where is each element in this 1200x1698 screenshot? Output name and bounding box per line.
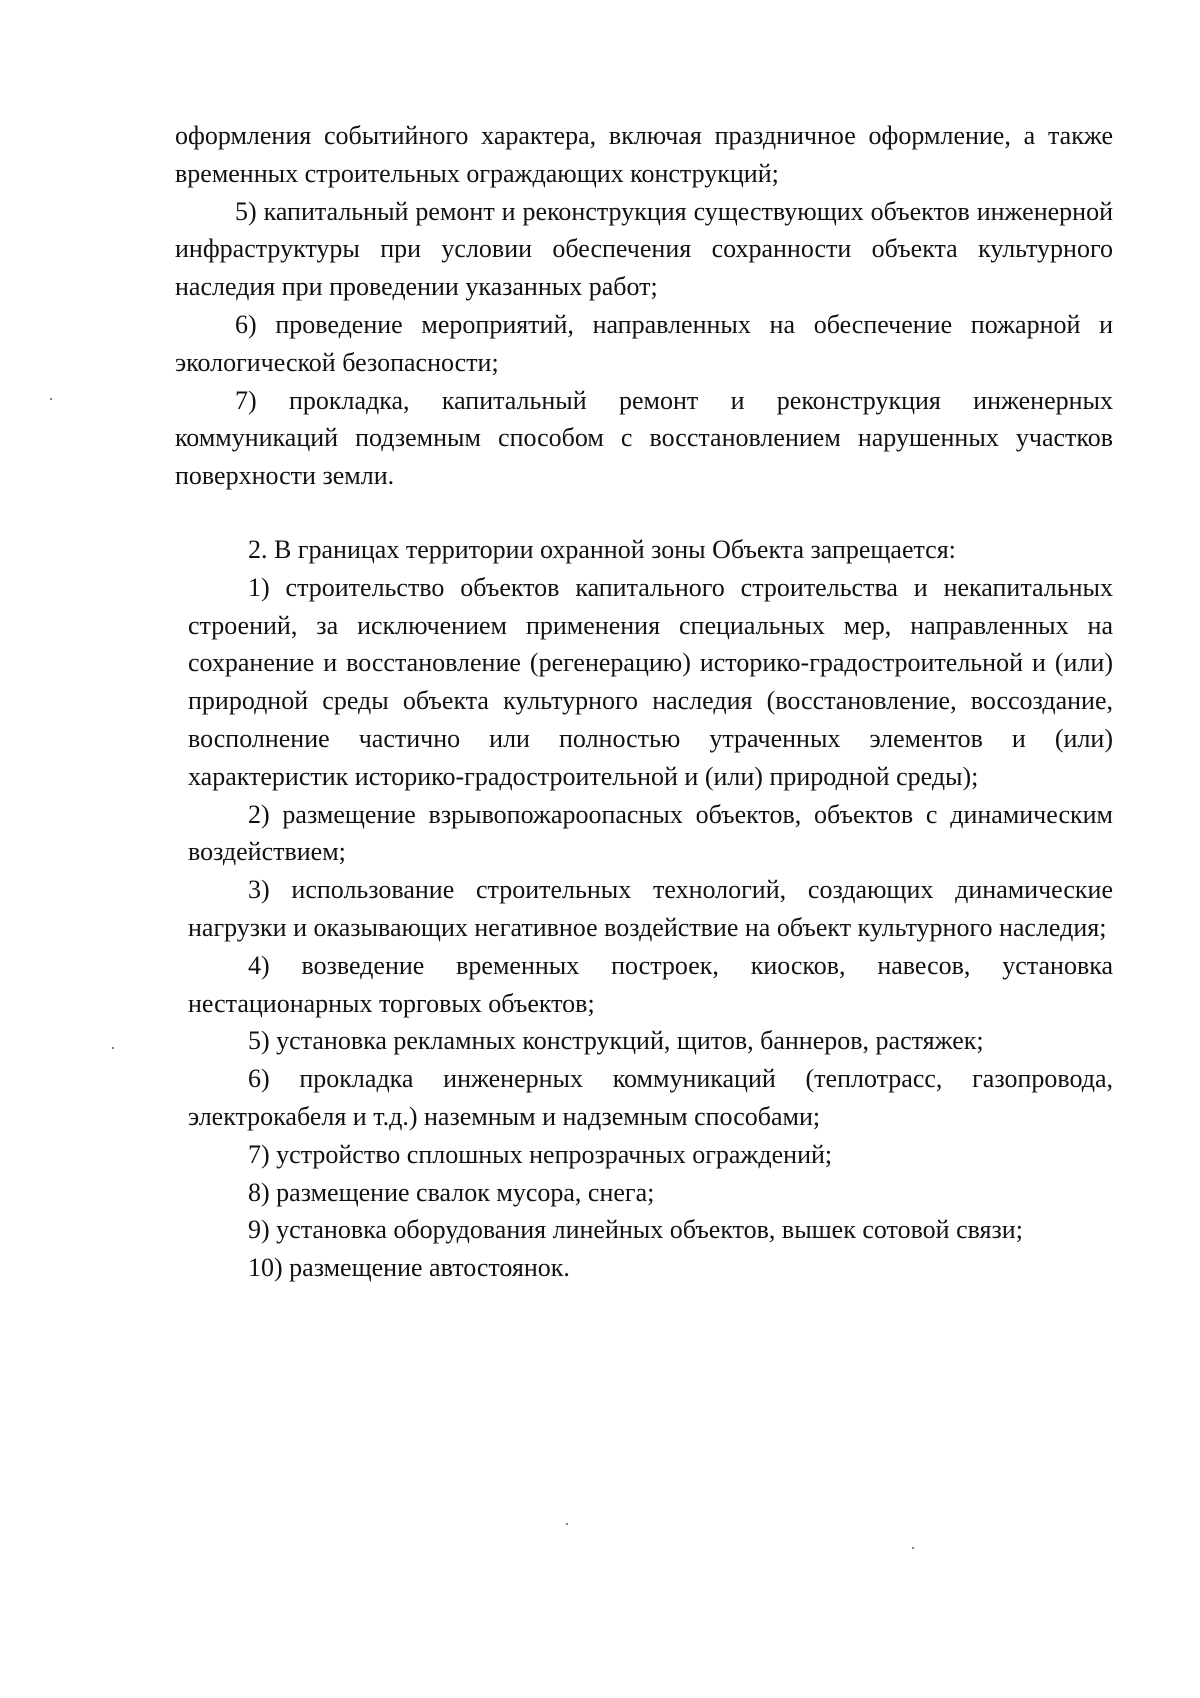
list-item-6: 6) проведение мероприятий, направленных на обеспечение пожарной и экологической безопасности; [175, 309, 1113, 377]
paragraph-continuation: оформления событийного характера, включая праздничное оформление, а также временных строительных ограждающих конструкций; [175, 121, 1113, 188]
scan-speck [912, 1547, 914, 1549]
list-item: 6) прокладка инженерных коммуникаций (теплотрасс, газопровода, электрокабеля и т.д.) наземным и надземным способами; [188, 1064, 1113, 1131]
list-item: 3) использование строительных технологий, создающих динамические нагрузки и оказывающих негативное воздействие на объект культурного наследия; [188, 875, 1113, 942]
list-item: 2) размещение взрывопожароопасных объектов, объектов с динамическим воздействием; [188, 799, 1113, 867]
scan-speck [112, 1047, 114, 1049]
section-2 [188, 531, 1113, 1287]
list-item: 4) возведение временных построек, киосков, навесов, установка нестационарных торговых объектов; [188, 950, 1113, 1018]
list-item: 5) установка рекламных конструкций, щитов, баннеров, растяжек; [248, 1026, 984, 1056]
section-heading: 2. В границах территории охранной зоны Объекта запрещается: [248, 535, 956, 564]
list-item: 9) установка оборудования линейных объектов, вышек сотовой связи; [248, 1215, 1023, 1245]
list-item: 8) размещение свалок мусора, снега; [248, 1177, 655, 1207]
list-item-7: 7) прокладка, капитальный ремонт и реконструкция инженерных коммуникаций подземным способом с восстановлением нарушенных участков поверхности земли. [175, 385, 1113, 491]
scan-speck [566, 1523, 568, 1525]
list-item: 1) строительство объектов капитального строительства и некапитальных строений, за исключением применения специальных мер, направленных на сохранение и восстановление (регенерацию) историко-градостроительной и (или) природной среды объекта культурного наследия (восстановление, воссоздание, восполнение частично или полностью утраченных элементов и (или) характеристик историко-градостроительной и (или) природной среды); [188, 572, 1113, 791]
section-continuation [175, 117, 1113, 495]
scan-speck [50, 398, 52, 400]
list-item-5: 5) капитальный ремонт и реконструкция существующих объектов инженерной инфраструктуры при условии обеспечения сохранности объекта культурного наследия при проведении указанных работ; [175, 196, 1113, 302]
list-item: 7) устройство сплошных непрозрачных ограждений; [248, 1139, 833, 1169]
list-item: 10) размещение автостоянок. [248, 1253, 570, 1283]
